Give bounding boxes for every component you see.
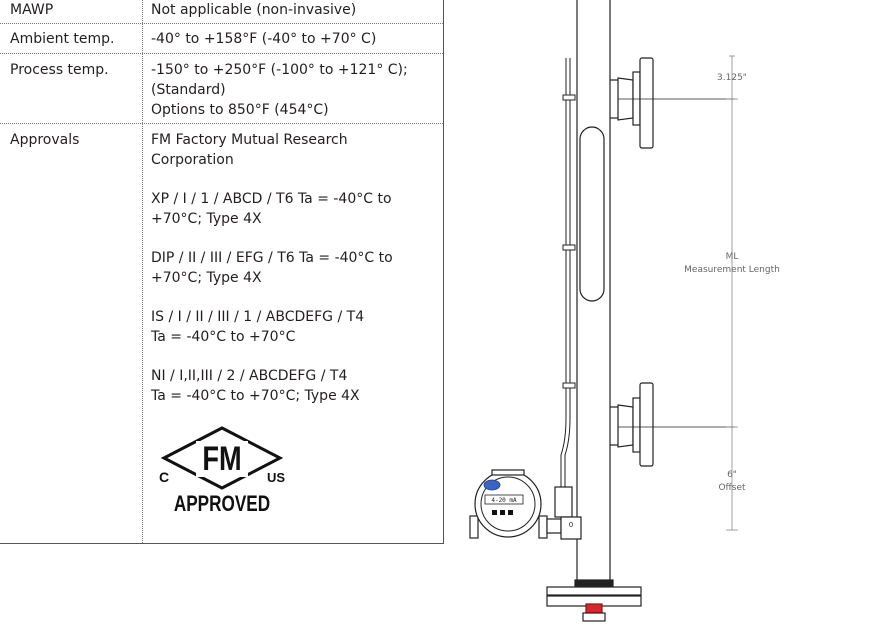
- fm-approved-caption: APPROVED: [173, 492, 271, 517]
- transmitter-housing: [470, 470, 581, 539]
- spec-value-line: Options to 850°F (454°C): [151, 102, 329, 118]
- dim-offset-label: Offset: [718, 483, 746, 493]
- spec-value: [151, 29, 436, 49]
- level-indicator-drawing: [443, 0, 890, 642]
- approval-line: XP / I / 1 / ABCD / T6 Ta = -40°C to: [151, 191, 392, 207]
- spec-label: Process temp.: [10, 62, 109, 78]
- approval-line: +70°C; Type 4X: [151, 211, 262, 227]
- fm-mark: FM: [202, 439, 242, 478]
- approval-line: IS / I / II / III / 1 / ABCDEFG / T4: [151, 309, 365, 325]
- spec-value: [151, 60, 436, 120]
- approval-line: Corporation: [151, 152, 234, 168]
- chamber-pipe: [577, 0, 610, 585]
- fm-c-mark: C: [158, 469, 170, 485]
- dim-ml-value: ML: [725, 252, 739, 262]
- approval-line: Ta = -40°C to +70°C: [151, 329, 296, 345]
- spec-row-mawp: [0, 0, 443, 24]
- sensor-tube: [561, 58, 575, 492]
- lower-flange: [610, 383, 735, 466]
- approval-line: NI / I,II,III / 2 / ABCDEFG / T4: [151, 368, 348, 384]
- spec-row-process-temp: [0, 54, 443, 124]
- brand-badge-icon: [484, 480, 500, 490]
- spec-label: Ambient temp.: [10, 31, 115, 47]
- spec-value-line: Not applicable (non-invasive): [151, 2, 357, 18]
- approval-line: FM Factory Mutual Research: [151, 132, 348, 148]
- spec-label: Approvals: [10, 132, 80, 148]
- spec-value: [151, 130, 436, 406]
- approval-line: +70°C; Type 4X: [151, 270, 262, 286]
- spec-value-line: -40° to +158°F (-40° to +70° C): [151, 31, 377, 47]
- upper-flange: [610, 58, 735, 148]
- approval-line: DIP / II / III / EFG / T6 Ta = -40°C to: [151, 250, 393, 266]
- dim-ml-label: Measurement Length: [684, 265, 780, 275]
- spec-label: MAWP: [10, 2, 54, 18]
- dimension-lines: [726, 56, 738, 530]
- dim-offset-value: 6": [727, 470, 737, 480]
- spec-row-ambient-temp: [0, 23, 443, 54]
- fm-us-mark: US: [266, 470, 286, 485]
- specifications-table: [0, 0, 444, 544]
- bottom-flange: [547, 580, 641, 621]
- spec-value-line: (Standard): [151, 82, 226, 98]
- fm-approved-logo: [150, 425, 294, 521]
- drain-plug-icon: [586, 604, 602, 613]
- dim-top-value: 3.125": [717, 73, 747, 83]
- approval-line: Ta = -40°C to +70°C; Type 4X: [151, 388, 360, 404]
- spec-value-line: -150° to +250°F (-100° to +121° C);: [151, 62, 408, 78]
- svg-text:0: 0: [568, 521, 574, 529]
- spec-value: [151, 0, 436, 20]
- display-readout: 4-20 mA: [491, 497, 517, 504]
